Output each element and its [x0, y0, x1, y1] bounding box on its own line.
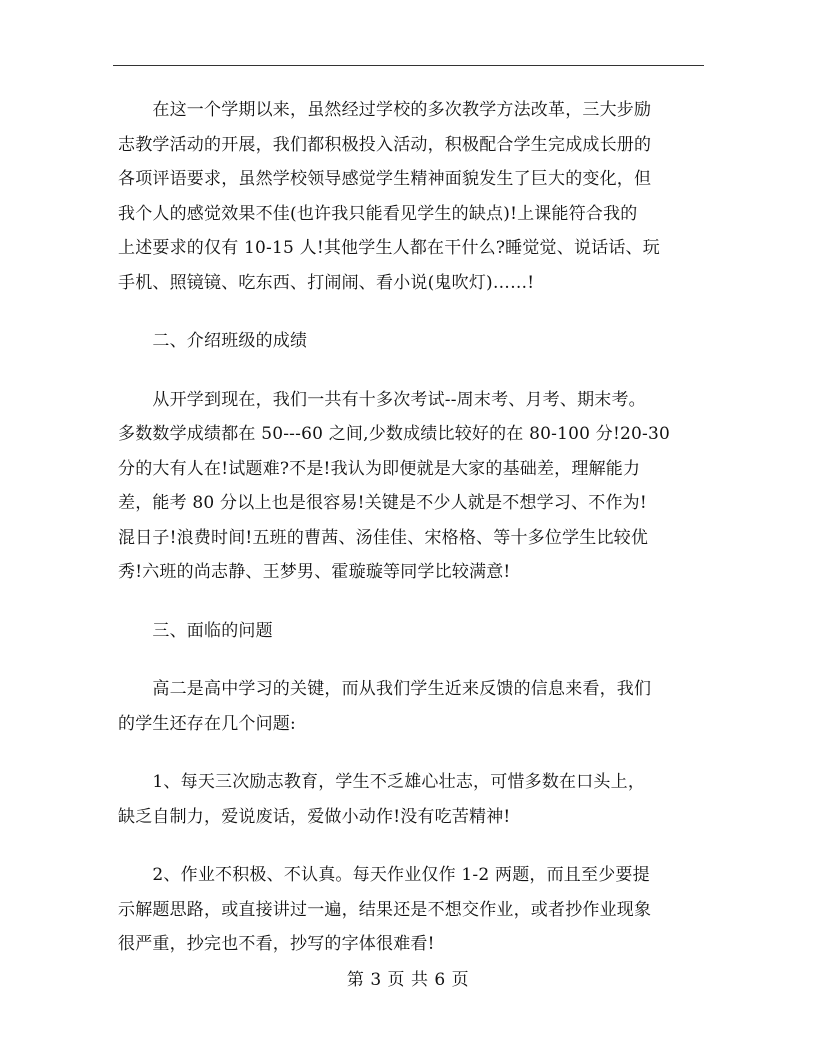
text-line: 2、作业不积极、不认真。每天作业仅作 1-2 两题，而且至少要提 — [118, 865, 650, 885]
header-rule — [113, 65, 704, 66]
text-line: 我个人的感觉效果不佳(也许我只能看见学生的缺点)!上课能符合我的 — [118, 203, 638, 224]
text-line: 高二是高中学习的关键，而从我们学生近来反馈的信息来看，我们 — [118, 679, 652, 699]
text-line: 各项评语要求，虽然学校领导感觉学生精神面貌发生了巨大的变化，但 — [118, 169, 652, 189]
text-line: 秀!六班的尚志静、王梦男、霍璇璇等同学比较满意! — [118, 562, 511, 582]
text-line: 手机、照镜镜、吃东西、打闹闹、看小说(鬼吹灯)……! — [118, 272, 535, 293]
page-number: 第 3 页 共 6 页 — [346, 970, 470, 990]
paragraph-gap — [118, 741, 708, 765]
document-body — [118, 93, 708, 962]
text-line: 在这一个学期以来，虽然经过学校的多次教学方法改革，三大步励 — [118, 100, 652, 120]
text-line: 缺乏自制力，爱说废话，爱做小动作!没有吃苦精神! — [118, 806, 511, 827]
paragraph-gap — [118, 300, 708, 324]
text-line: 上述要求的仅有 10-15 人!其他学生人都在干什么?睡觉觉、说话话、玩 — [118, 238, 660, 258]
text-line: 的学生还存在几个问题: — [118, 713, 296, 734]
paragraph-gap — [118, 590, 708, 614]
text-line: 多数数学成绩都在 50---60 之间,少数成绩比较好的在 80-100 分!20-30 — [118, 424, 670, 444]
section-heading: 三、面临的问题 — [118, 620, 273, 641]
text-line: 1、每天三次励志教育，学生不乏雄心壮志，可惜多数在口头上， — [118, 772, 646, 792]
text-line: 分的大有人在!试题难?不是!我认为即便就是大家的基础差，理解能力 — [118, 458, 641, 479]
text-line: 混日子!浪费时间!五班的曹茜、汤佳佳、宋格格、等十多位学生比较优 — [118, 527, 649, 548]
paragraph-gap — [118, 648, 708, 672]
text-line: 从开学到现在，我们一共有十多次考试--周末考、月考、期末考。 — [118, 389, 646, 410]
text-line: 差，能考 80 分以上也是很容易!关键是不少人就是不想学习、不作为! — [118, 493, 647, 513]
text-line: 示解题思路，或直接讲过一遍，结果还是不想交作业，或者抄作业现象 — [118, 899, 652, 920]
section-heading: 二、介绍班级的成绩 — [118, 331, 308, 351]
paragraph-gap — [118, 359, 708, 383]
paragraph-gap — [118, 834, 708, 858]
text-line: 志教学活动的开展，我们都积极投入活动，积极配合学生完成成长册的 — [118, 134, 652, 155]
text-line: 很严重，抄完也不看，抄写的字体很难看! — [118, 934, 435, 954]
